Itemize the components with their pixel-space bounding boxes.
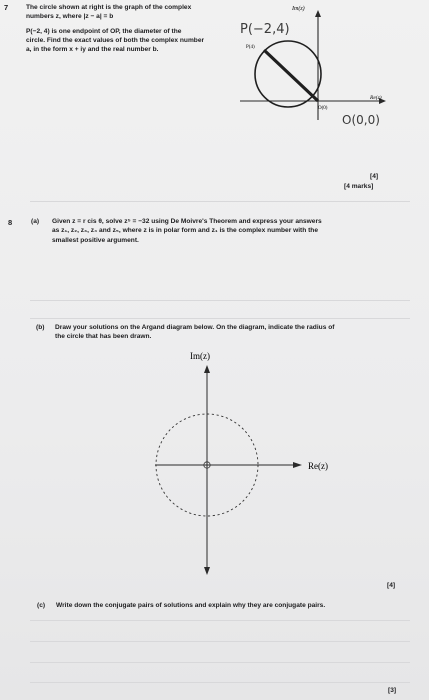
- q7-im-label: Im(z): [292, 6, 305, 12]
- q7-line-3: P(−2, 4) is one endpoint of OP, the diameter of the: [26, 28, 182, 35]
- argand-diagram: [120, 345, 360, 585]
- q8a-line-2: as z₁, z₂, z₃, z₄ and z₅, where z is in polar form and z₁ is the complex number with the: [52, 227, 319, 234]
- argand-re-arrow: [293, 462, 302, 468]
- argand-im-label: Im(z): [190, 351, 210, 361]
- argand-re-label: Re(z): [308, 461, 328, 471]
- ruled-line: [30, 662, 410, 663]
- q7-line-4: circle. Find the exact values of both the complex number: [26, 37, 205, 44]
- ruled-line: [30, 682, 410, 683]
- question-8-number: 8: [8, 218, 13, 227]
- q8b-label: (b): [36, 324, 45, 331]
- q7-p-label: P(4): [246, 45, 255, 50]
- q8a-line-3: smallest positive argument.: [52, 237, 139, 244]
- handwritten-origin-o: O(0,0): [342, 113, 380, 127]
- q7-im-arrow: [315, 10, 321, 17]
- argand-im-arrow: [204, 365, 210, 373]
- ruled-line: [30, 318, 410, 319]
- q8c-marks: [3]: [388, 687, 397, 694]
- q7-diameter-op: [264, 50, 318, 101]
- q8a-label: (a): [31, 218, 40, 225]
- q7-marks-small: [4]: [370, 173, 379, 180]
- divider-q7: [30, 201, 410, 202]
- q7-marks: [4 marks]: [344, 183, 374, 190]
- q7-line-1: The circle shown at right is the graph of the complex: [26, 4, 192, 11]
- ruled-line: [30, 641, 410, 642]
- q7-line-2: numbers z, where |z − a| = b: [26, 13, 114, 20]
- q7-re-label: Re(z): [370, 95, 382, 101]
- q8c-label: (c): [37, 602, 46, 609]
- question-7-number: 7: [4, 3, 9, 12]
- q7-o-label: O(0): [318, 106, 328, 111]
- q7-line-5: a, in the form x + iy and the real number b.: [26, 46, 159, 53]
- q8b-line-2: the circle that has been drawn.: [55, 333, 152, 340]
- argand-im-arrow-down: [204, 567, 210, 575]
- q8c-text: Write down the conjugate pairs of solutions and explain why they are conjugate pairs.: [56, 602, 326, 609]
- ruled-line: [30, 620, 410, 621]
- q7-circle-figure: [230, 0, 429, 135]
- ruled-line: [30, 300, 410, 301]
- q8a-line-1: Given z = r cis θ, solve z⁵ = −32 using De Moivre's Theorem and express your answers: [52, 218, 322, 225]
- handwritten-point-p: P(−2,4): [240, 22, 290, 37]
- q8b-marks: [4]: [387, 582, 396, 589]
- q8b-line-1: Draw your solutions on the Argand diagram below. On the diagram, indicate the radius of: [55, 324, 335, 331]
